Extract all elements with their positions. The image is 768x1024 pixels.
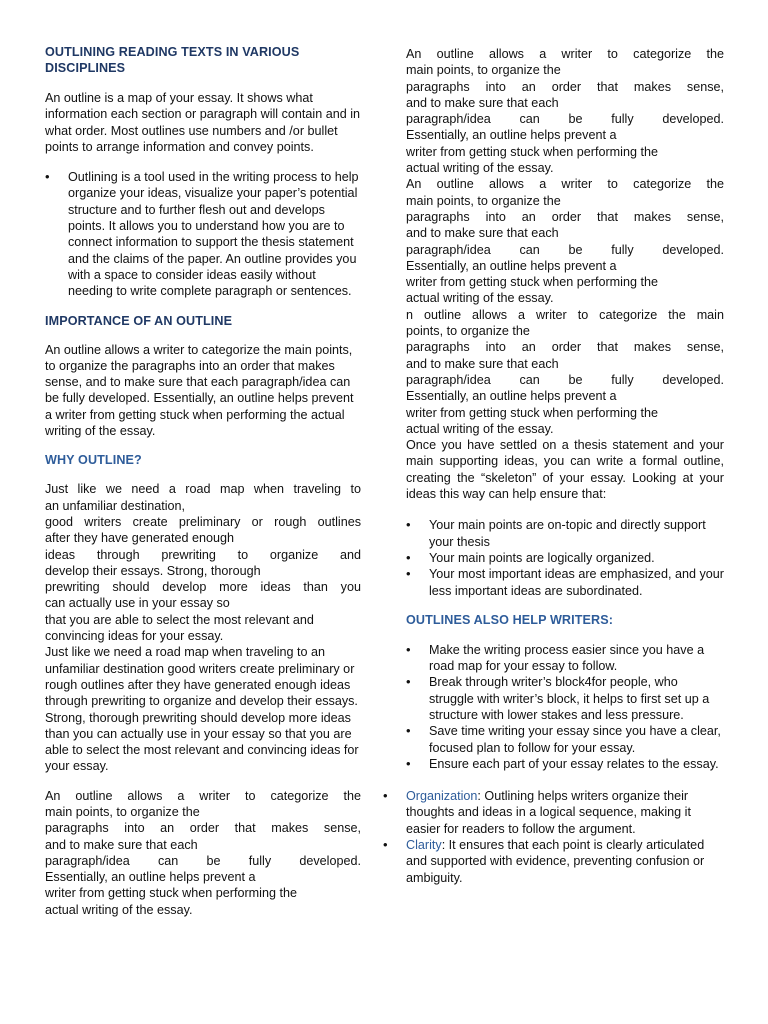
- outline-paragraph-left: [45, 788, 361, 918]
- bullet-icon: •: [406, 641, 411, 657]
- ensure-item-text: Your main points are on-topic and directly support your thesis: [429, 518, 706, 549]
- why-outline-paragraph-2: Just like we need a road map when traveling to an unfamiliar destination good writers create preliminary or rough outlines after they have generated enough ideas through prewriting to organize and develop their essays. Strong, thorough prewriting should develop more ideas than you can actually use in your essay so that you are able to select the most relevant and convincing ideas for your essay.: [45, 645, 359, 774]
- importance-heading: IMPORTANCE OF AN OUTLINE: [45, 313, 233, 328]
- text-line: n outline allows a writer to categorize the main: [406, 307, 724, 322]
- help-item: [406, 756, 724, 772]
- text-line: Essentially, an outline helps prevent a: [45, 870, 256, 885]
- why-outline-heading: WHY OUTLINE?: [45, 453, 142, 468]
- bullet-icon: •: [383, 837, 388, 853]
- bullet-icon: •: [45, 169, 50, 185]
- text-line: and to make sure that each: [45, 837, 198, 852]
- text-line: paragraphs into an order that makes sense,: [406, 340, 724, 355]
- help-item-text: Save time writing your essay since you have a clear, focused plan to follow for your essay.: [429, 724, 721, 755]
- text-line: paragraphs into an order that makes sense,: [406, 209, 724, 224]
- intro-bullet-list: [45, 169, 361, 299]
- text-line: good writers create preliminary or rough outlines: [45, 514, 361, 529]
- intro-paragraph: An outline is a map of your essay. It shows what information each section or paragraph will contain and in what order. Most outlines use numbers and /or bullet points to arrange information and convey points.: [45, 91, 361, 154]
- text-line: writer from getting stuck when performing the: [406, 405, 658, 420]
- document-title: OUTLINING READING TEXTS IN VARIOUS DISCIPLINES: [45, 45, 300, 75]
- ensure-item: [406, 550, 724, 566]
- help-item-text: Break through writer’s block4for people, who struggle with writer’s block, it helps to first set up a structure with lower stakes and less pressure.: [429, 675, 710, 722]
- text-line: ideas through prewriting to organize and: [45, 547, 361, 562]
- term-label: Clarity: [406, 838, 442, 853]
- text-line: writer from getting stuck when performing the: [406, 144, 658, 159]
- bullet-icon: •: [406, 549, 411, 565]
- text-line: Essentially, an outline helps prevent a: [406, 258, 617, 273]
- text-line: can actually use in your essay so: [45, 596, 230, 611]
- ensure-item: [406, 566, 724, 599]
- term-description: : It ensures that each point is clearly articulated and supported with evidence, preventing confusion or ambiguity.: [406, 838, 705, 885]
- text-line: actual writing of the essay.: [406, 421, 554, 436]
- text-line: main points, to organize the: [45, 804, 200, 819]
- help-list: [406, 642, 724, 772]
- text-line: points, to organize the: [406, 324, 530, 339]
- term-label: Organization: [406, 789, 478, 804]
- outline-paragraph-1: [406, 46, 724, 176]
- help-item: [406, 674, 724, 723]
- text-line: Just like we need a road map when traveling to: [45, 482, 361, 497]
- text-line: paragraph/idea can be fully developed.: [406, 242, 724, 257]
- text-line: paragraphs into an order that makes sense,: [406, 79, 724, 94]
- text-line: convincing ideas for your essay.: [45, 629, 224, 644]
- text-line: main points, to organize the: [406, 63, 561, 78]
- text-line: and to make sure that each: [406, 226, 559, 241]
- ensure-item: [406, 517, 724, 550]
- help-item-text: Ensure each part of your essay relates to the essay.: [429, 756, 719, 771]
- intro-bullet-item: [45, 169, 361, 299]
- bullet-icon: •: [406, 674, 411, 690]
- text-line: develop their essays. Strong, thorough: [45, 563, 261, 578]
- text-line: prewriting should develop more ideas than you: [45, 580, 361, 595]
- help-item-text: Make the writing process easier since you have a road map for your essay to follow.: [429, 642, 705, 674]
- term-item-organization: [383, 788, 724, 837]
- text-line: Essentially, an outline helps prevent a: [406, 128, 617, 143]
- text-line: An outline allows a writer to categorize the: [45, 788, 361, 803]
- thesis-paragraph: Once you have settled on a thesis statement and your main supporting ideas, you can write a formal outline, creating the “skeleton” of your essay. Looking at your ideas this way can help ensure that:: [406, 438, 724, 502]
- left-column: [45, 44, 361, 918]
- ensure-item-text: Your main points are logically organized.: [429, 550, 655, 565]
- text-line: paragraph/idea can be fully developed.: [45, 853, 361, 868]
- text-line: an unfamiliar destination,: [45, 498, 186, 513]
- bullet-icon: •: [383, 788, 388, 804]
- text-line: paragraphs into an order that makes sense,: [45, 821, 361, 836]
- importance-paragraph: An outline allows a writer to categorize the main points, to organize the paragraphs into an order that makes sense, and to make sure that each paragraph/idea can be fully developed. Essentially, an outline helps prevent a writer from getting stuck when performing the actual writing of the essay.: [45, 342, 354, 439]
- right-column: [383, 46, 724, 886]
- why-outline-paragraph: [45, 481, 361, 644]
- intro-bullet-text: Outlining is a tool used in the writing process to help organize your ideas, visualize your paper’s potential structure and to further flesh out and develops points. It allows you to understand how you are to connect information to support the thesis statement and the claims of the paper. An outline provides you with a space to consider ideas easily without needing to write complete paragraph or sentences.: [68, 170, 359, 299]
- text-line: actual writing of the essay.: [45, 902, 193, 917]
- text-line: actual writing of the essay.: [406, 161, 554, 176]
- ensure-list: [406, 517, 724, 598]
- term-item-clarity: [383, 837, 724, 886]
- outline-paragraph-3: [406, 307, 724, 437]
- text-line: An outline allows a writer to categorize the: [406, 47, 724, 61]
- help-item: [406, 642, 724, 675]
- bullet-icon: •: [406, 755, 411, 771]
- terms-list: [383, 788, 724, 886]
- text-line: after they have generated enough: [45, 531, 235, 546]
- term-description: : Outlining helps writers organize their thoughts and ideas in a logical sequence, making it easier for readers to follow the argument.: [406, 789, 691, 836]
- text-line: main points, to organize the: [406, 193, 561, 208]
- bullet-icon: •: [406, 517, 411, 533]
- help-item: [406, 723, 724, 756]
- text-line: actual writing of the essay.: [406, 291, 554, 306]
- bullet-icon: •: [406, 723, 411, 739]
- text-line: that you are able to select the most relevant and: [45, 612, 314, 627]
- text-line: writer from getting stuck when performing the: [406, 275, 658, 290]
- text-line: and to make sure that each: [406, 356, 559, 371]
- help-heading: OUTLINES ALSO HELP WRITERS:: [406, 612, 614, 627]
- text-line: writer from getting stuck when performing the: [45, 886, 297, 901]
- text-line: Essentially, an outline helps prevent a: [406, 389, 617, 404]
- outline-paragraph-2: [406, 176, 724, 306]
- bullet-icon: •: [406, 566, 411, 582]
- text-line: paragraph/idea can be fully developed.: [406, 112, 724, 127]
- text-line: and to make sure that each: [406, 95, 559, 110]
- text-line: paragraph/idea can be fully developed.: [406, 372, 724, 387]
- ensure-item-text: Your most important ideas are emphasized, and your less important ideas are subordinated.: [429, 567, 724, 598]
- text-line: An outline allows a writer to categorize the: [406, 177, 724, 192]
